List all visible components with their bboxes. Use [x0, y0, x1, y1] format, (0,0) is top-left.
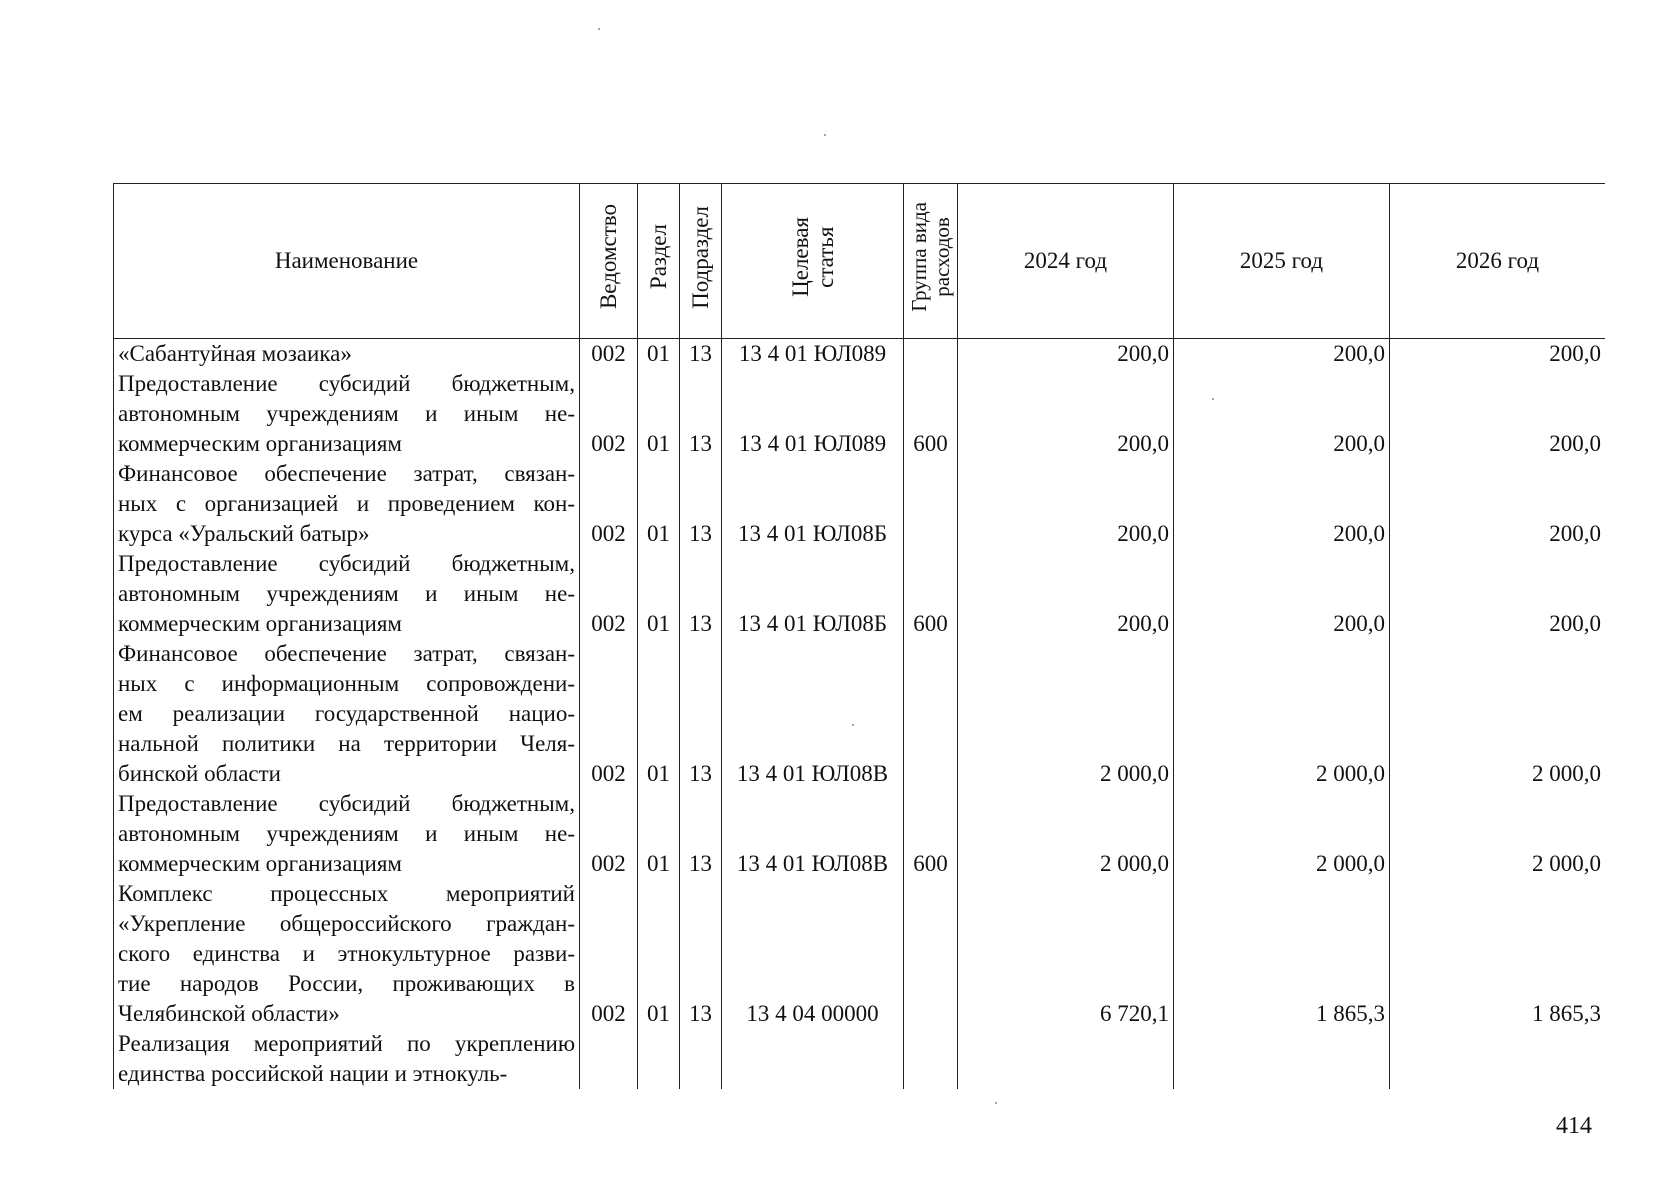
table-header-row — [114, 184, 1606, 339]
cell-expense-group: 600 — [904, 789, 958, 879]
cell-2024 — [958, 1029, 1174, 1089]
cell-target-article — [722, 1029, 904, 1089]
cell-name — [114, 549, 580, 639]
name-line: Реализация мероприятий по укреплению — [118, 1031, 575, 1056]
cell-2026: 200,0 — [1390, 339, 1606, 370]
cell-target-article: 13 4 04 00000 — [722, 879, 904, 1029]
scan-speck — [995, 1102, 997, 1104]
header-name: Наименование — [114, 184, 580, 339]
cell-vedomstvo: 002 — [580, 459, 638, 549]
cell-2024: 200,0 — [958, 459, 1174, 549]
cell-razdel — [638, 1029, 680, 1089]
name-line: автономным учреждениям и иным не- — [118, 401, 575, 426]
name-line: «Сабантуйная мозаика» — [118, 341, 352, 366]
table-row — [114, 549, 1606, 639]
cell-2025: 200,0 — [1174, 369, 1390, 459]
name-line: коммерческим организациям — [118, 611, 402, 636]
name-line: ем реализации государственной нацио- — [118, 701, 575, 726]
cell-razdel: 01 — [638, 879, 680, 1029]
name-line: Финансовое обеспечение затрат, связан- — [118, 641, 575, 666]
cell-target-article: 13 4 01 ЮЛ089 — [722, 369, 904, 459]
page-number: 414 — [1556, 1113, 1592, 1139]
cell-name — [114, 879, 580, 1029]
cell-vedomstvo: 002 — [580, 879, 638, 1029]
cell-2026: 1 865,3 — [1390, 879, 1606, 1029]
cell-expense-group: 600 — [904, 369, 958, 459]
cell-target-article: 13 4 01 ЮЛ08В — [722, 639, 904, 789]
scan-speck — [598, 28, 600, 30]
cell-name — [114, 1029, 580, 1089]
name-line: Предоставление субсидий бюджетным, — [118, 371, 575, 396]
cell-2026: 200,0 — [1390, 369, 1606, 459]
name-line: «Укрепление общероссийского граждан- — [118, 911, 575, 936]
header-podrazdel: Подраздел — [680, 184, 722, 339]
cell-2025 — [1174, 1029, 1390, 1089]
cell-vedomstvo: 002 — [580, 639, 638, 789]
cell-expense-group: 600 — [904, 549, 958, 639]
cell-name — [114, 459, 580, 549]
cell-2026: 2 000,0 — [1390, 639, 1606, 789]
cell-podrazdel: 13 — [680, 639, 722, 789]
cell-expense-group — [904, 639, 958, 789]
cell-razdel: 01 — [638, 369, 680, 459]
budget-table — [113, 183, 1605, 1089]
cell-expense-group — [904, 1029, 958, 1089]
cell-vedomstvo: 002 — [580, 369, 638, 459]
name-line: тие народов России, проживающих в — [118, 971, 575, 996]
cell-vedomstvo — [580, 1029, 638, 1089]
cell-2025: 2 000,0 — [1174, 639, 1390, 789]
cell-2025: 1 865,3 — [1174, 879, 1390, 1029]
table-row — [114, 789, 1606, 879]
cell-2024: 2 000,0 — [958, 639, 1174, 789]
table-row — [114, 459, 1606, 549]
header-razdel: Раздел — [638, 184, 680, 339]
cell-razdel: 01 — [638, 639, 680, 789]
name-line: ных с организацией и проведением кон- — [118, 491, 575, 516]
scan-speck — [1212, 398, 1214, 400]
name-line: коммерческим организациям — [118, 851, 402, 876]
cell-name — [114, 339, 580, 370]
name-line: Предоставление субсидий бюджетным, — [118, 551, 575, 576]
scan-speck — [852, 724, 854, 726]
table-row — [114, 879, 1606, 1029]
cell-expense-group — [904, 459, 958, 549]
name-line: Комплекс процессных мероприятий — [118, 881, 575, 906]
cell-2025: 200,0 — [1174, 339, 1390, 370]
header-2024: 2024 год — [958, 184, 1174, 339]
scan-speck — [824, 134, 826, 136]
cell-2024: 200,0 — [958, 339, 1174, 370]
cell-2024: 6 720,1 — [958, 879, 1174, 1029]
name-line: единства российской нации и этнокуль- — [118, 1061, 508, 1086]
cell-razdel: 01 — [638, 339, 680, 370]
cell-expense-group — [904, 339, 958, 370]
cell-razdel: 01 — [638, 549, 680, 639]
cell-podrazdel: 13 — [680, 369, 722, 459]
cell-2025: 200,0 — [1174, 459, 1390, 549]
cell-2026 — [1390, 1029, 1606, 1089]
header-expense-group: Группа вида расходов — [904, 184, 958, 339]
cell-podrazdel: 13 — [680, 879, 722, 1029]
cell-2024: 200,0 — [958, 549, 1174, 639]
cell-razdel: 01 — [638, 789, 680, 879]
cell-razdel: 01 — [638, 459, 680, 549]
name-line: автономным учреждениям и иным не- — [118, 581, 575, 606]
name-line: Челябинской области» — [118, 1001, 340, 1026]
cell-2024: 200,0 — [958, 369, 1174, 459]
cell-target-article: 13 4 01 ЮЛ08В — [722, 789, 904, 879]
cell-vedomstvo: 002 — [580, 339, 638, 370]
cell-podrazdel — [680, 1029, 722, 1089]
name-line: коммерческим организациям — [118, 431, 402, 456]
cell-2025: 200,0 — [1174, 549, 1390, 639]
name-line: ных с информационным сопровождени- — [118, 671, 575, 696]
name-line: курса «Уральский батыр» — [118, 521, 370, 546]
cell-2026: 200,0 — [1390, 549, 1606, 639]
cell-podrazdel: 13 — [680, 789, 722, 879]
cell-2024: 2 000,0 — [958, 789, 1174, 879]
cell-2026: 2 000,0 — [1390, 789, 1606, 879]
table-row — [114, 339, 1606, 370]
name-line: автономным учреждениям и иным не- — [118, 821, 575, 846]
cell-vedomstvo: 002 — [580, 789, 638, 879]
cell-2025: 2 000,0 — [1174, 789, 1390, 879]
cell-target-article: 13 4 01 ЮЛ08Б — [722, 549, 904, 639]
name-line: Финансовое обеспечение затрат, связан- — [118, 461, 575, 486]
cell-podrazdel: 13 — [680, 339, 722, 370]
cell-target-article: 13 4 01 ЮЛ089 — [722, 339, 904, 370]
cell-target-article: 13 4 01 ЮЛ08Б — [722, 459, 904, 549]
table-row — [114, 1029, 1606, 1089]
cell-name — [114, 369, 580, 459]
cell-podrazdel: 13 — [680, 549, 722, 639]
header-vedomstvo: Ведомство — [580, 184, 638, 339]
cell-name — [114, 789, 580, 879]
name-line: Предоставление субсидий бюджетным, — [118, 791, 575, 816]
header-2025: 2025 год — [1174, 184, 1390, 339]
header-2026: 2026 год — [1390, 184, 1606, 339]
name-line: нальной политики на территории Челя- — [118, 731, 575, 756]
header-target-article: Целевая статья — [722, 184, 904, 339]
cell-podrazdel: 13 — [680, 459, 722, 549]
name-line: бинской области — [118, 761, 281, 786]
cell-expense-group — [904, 879, 958, 1029]
cell-vedomstvo: 002 — [580, 549, 638, 639]
table-row — [114, 639, 1606, 789]
cell-name — [114, 639, 580, 789]
table-row — [114, 369, 1606, 459]
cell-2026: 200,0 — [1390, 459, 1606, 549]
name-line: ского единства и этнокультурное разви- — [118, 941, 575, 966]
table-body — [114, 339, 1606, 1090]
budget-table-container — [113, 183, 1605, 1093]
